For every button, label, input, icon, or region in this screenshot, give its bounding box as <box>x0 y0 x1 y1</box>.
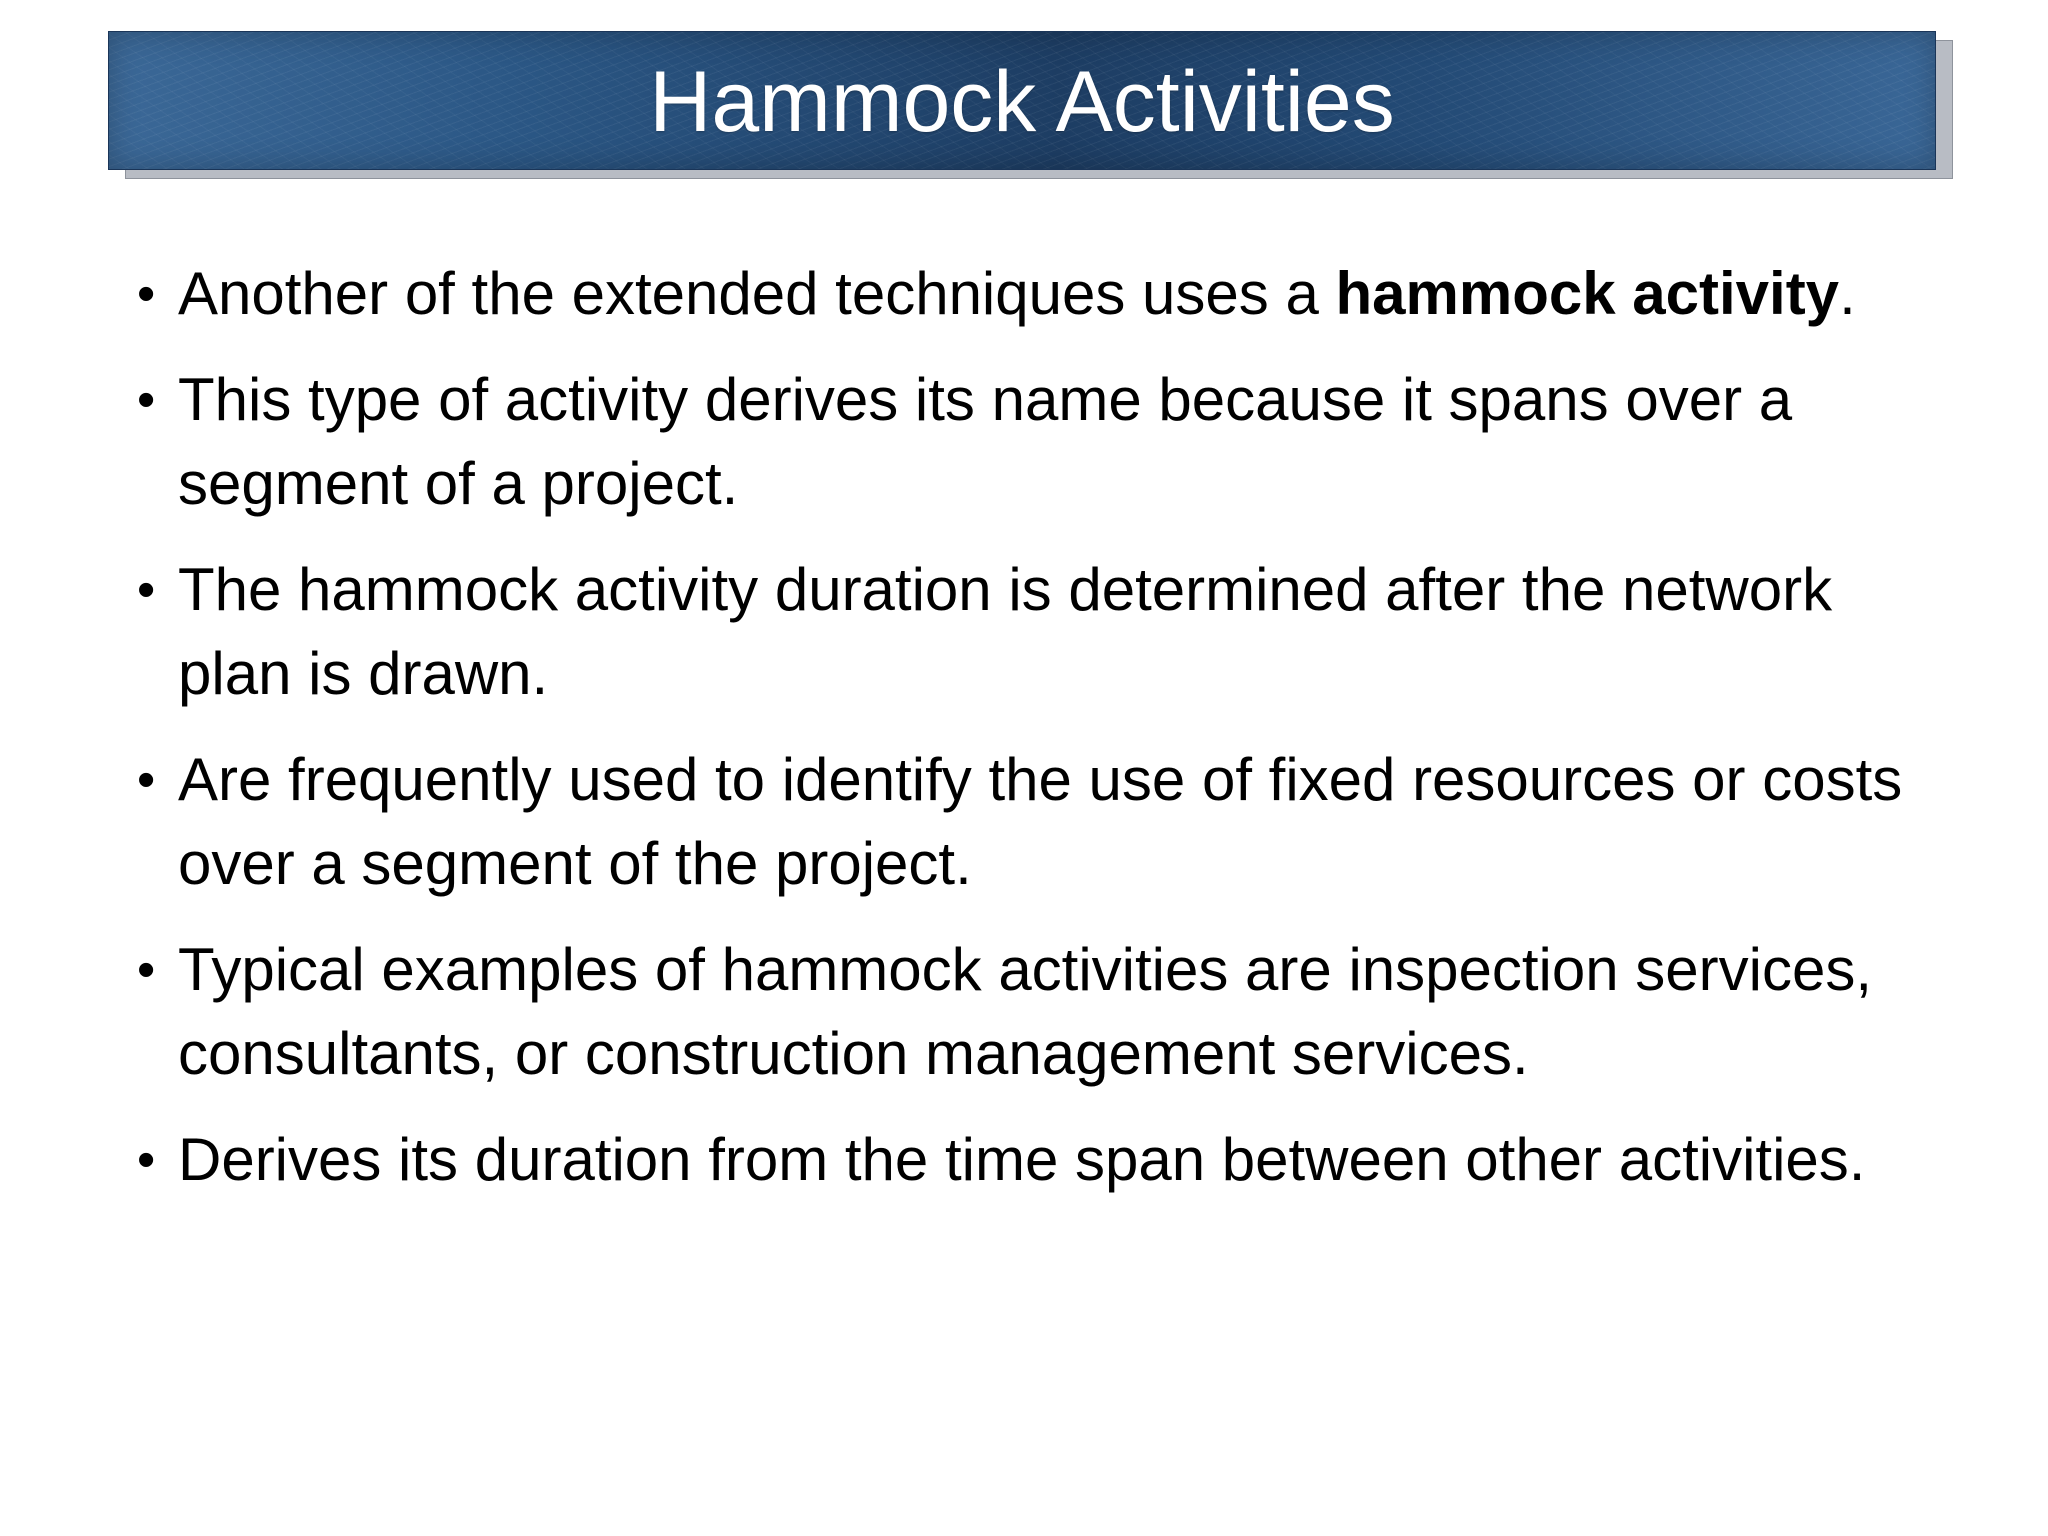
bullet-bold-term: hammock activity <box>1335 260 1840 327</box>
bullet-item <box>135 928 1935 1096</box>
slide-title: Hammock Activities <box>649 53 1395 150</box>
bullet-text: The hammock activity duration is determined after the network plan is drawn. <box>178 556 1833 707</box>
bullet-item <box>135 1118 1935 1202</box>
bullet-text: Another of the extended techniques uses a <box>178 260 1336 327</box>
bullet-marker: • <box>137 265 156 323</box>
title-bar <box>108 31 1936 170</box>
bullet-marker: • <box>137 371 156 429</box>
bullet-text-end: . <box>1839 260 1856 327</box>
bullet-item <box>135 738 1935 906</box>
bullet-text: This type of activity derives its name because it spans over a segment of a project. <box>178 366 1793 517</box>
bullet-marker: • <box>137 941 156 999</box>
bullet-marker: • <box>137 751 156 809</box>
bullet-item <box>135 252 1935 336</box>
bullet-text: Are frequently used to identify the use of fixed resources or costs over a segment of the project. <box>178 746 1903 897</box>
bullet-text: Derives its duration from the time span between other activities. <box>178 1126 1866 1193</box>
bullet-text: Typical examples of hammock activities are inspection services, consultants, or construction management services. <box>178 936 1873 1087</box>
bullet-list <box>135 252 1935 1224</box>
bullet-item <box>135 548 1935 716</box>
bullet-marker: • <box>137 1131 156 1189</box>
bullet-marker: • <box>137 561 156 619</box>
bullet-item <box>135 358 1935 526</box>
